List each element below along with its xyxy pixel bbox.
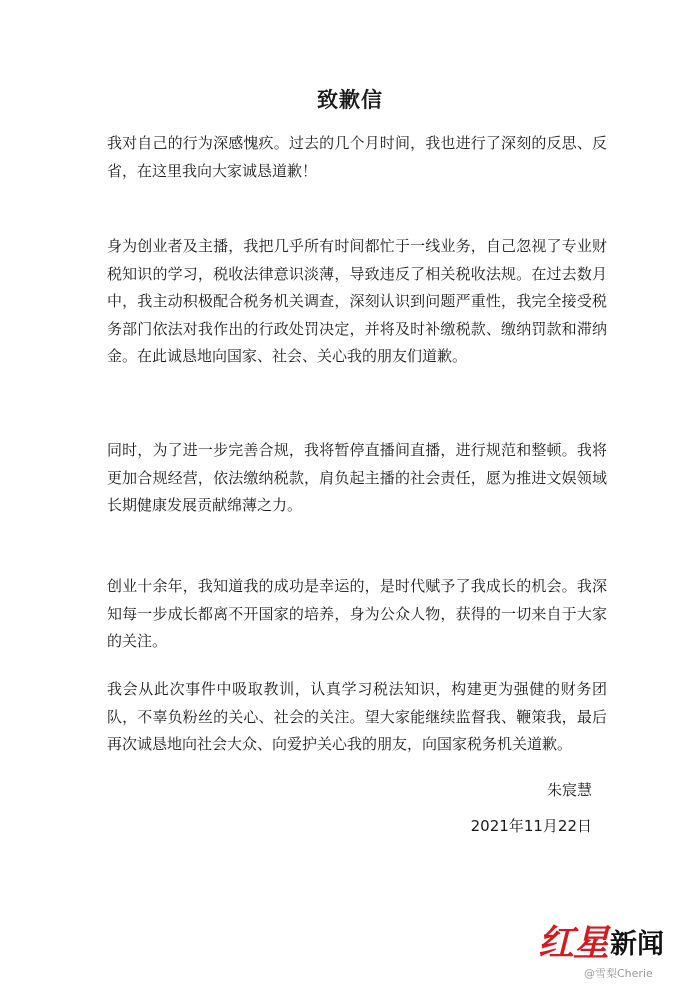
hongxing-news-logo [538,917,664,965]
logo-black-text: 新闻 [610,929,665,960]
paragraph-4: 创业十余年，我知道我的成功是幸运的，是时代赋予了我成长的机会。我深知每一步成长都离不开国家的培养，身为公众人物，获得的一切来自于大家的关注。 [107,577,607,650]
paragraph-3: 同时，为了进一步完善合规，我将暂停直播间直播，进行规范和整顿。我将更加合规经营，依法缴纳税款，肩负起主播的社会责任，愿为推进文娱领域长期健康发展贡献绵薄之力。 [107,441,607,514]
signature: 朱宸慧 [546,781,592,799]
paragraph-2: 身为创业者及主播，我把几乎所有时间都忙于一线业务，自己忽视了专业财税知识的学习，税收法律意识淡薄，导致违反了相关税收法规。在过去数月中，我主动积极配合税务机关调查，深刻认识到问题严重性，我完全接受税务部门依法对我作出的行政处罚决定，并将及时补缴税款、缴纳罚款和滞纳金。在此诚恳地向国家、社会、关心我的朋友们道歉。 [107,237,607,365]
paragraph-5: 我会从此次事件中吸取教训，认真学习税法知识，构建更为强健的财务团队，不辜负粉丝的关心、社会的关注。望大家能继续监督我、鞭策我，最后再次诚恳地向社会大众、向爱护关心我的朋友，向国家税务机关道歉。 [107,680,607,753]
logo-red-text: 红星 [538,922,609,964]
weibo-watermark: @雪梨Cherie [584,967,653,980]
paragraph-1: 我对自己的行为深感愧疚。过去的几个月时间，我也进行了深刻的反思、反省，在这里我向大家诚恳道歉！ [107,134,607,180]
letter-title: 致歉信 [317,88,383,112]
letter-date: 2021年11月22日 [470,817,592,835]
